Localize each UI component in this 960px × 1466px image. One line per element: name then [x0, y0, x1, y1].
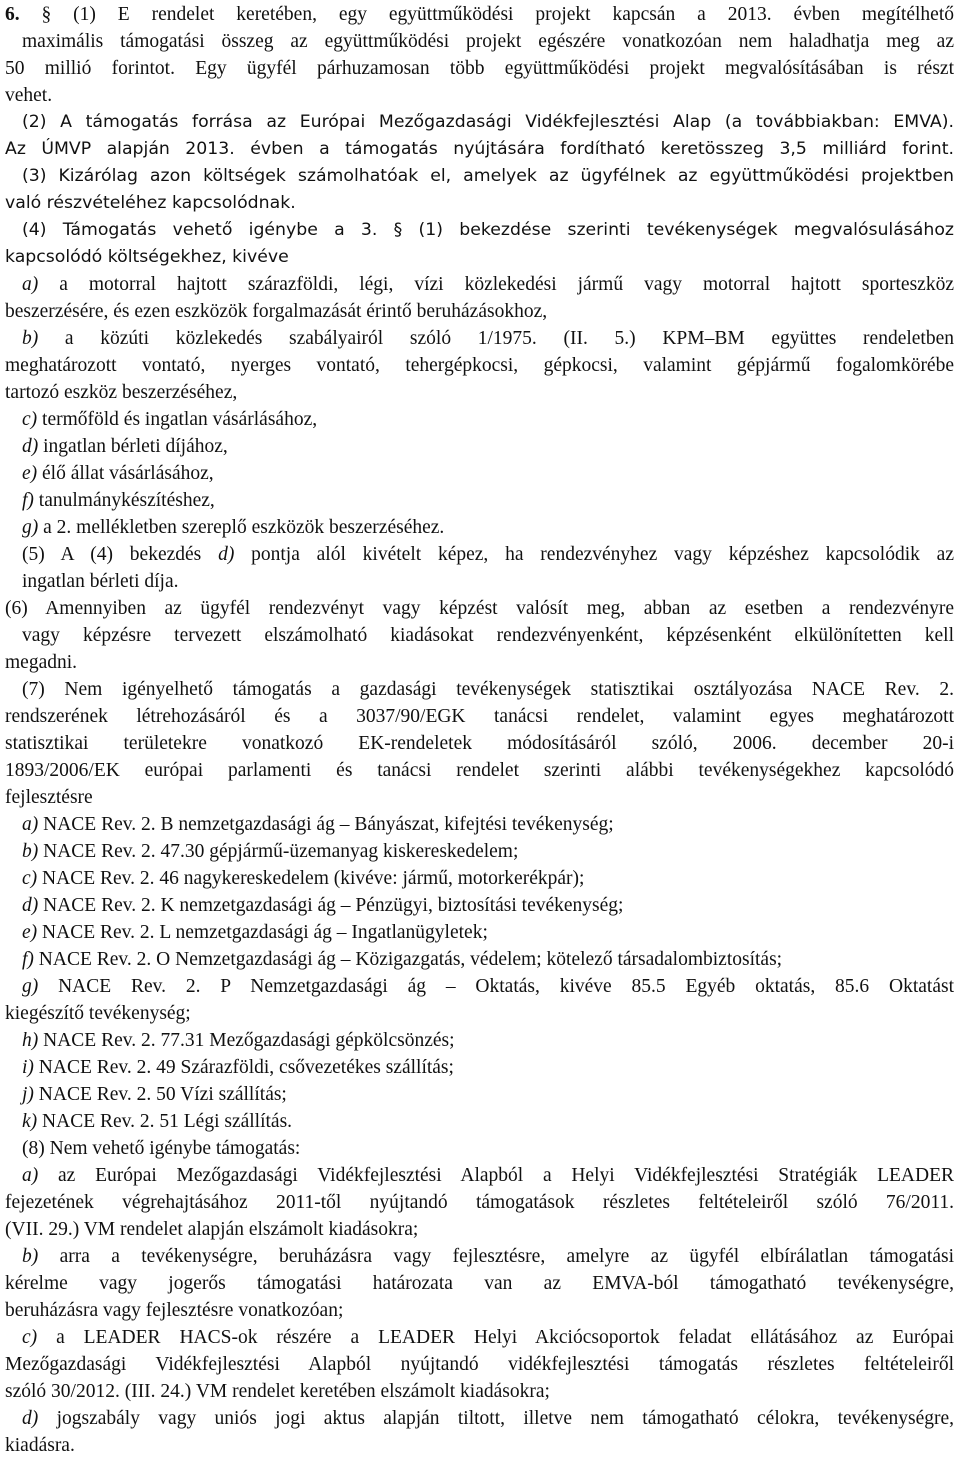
list-marker: d)	[22, 895, 39, 916]
text-line	[22, 460, 954, 487]
text-line	[5, 1, 954, 28]
text-segment: Mezőgazdasági Vidékfejlesztési Alapból nyújtandó vidékfejlesztési támogatás részletes feltételeiről	[5, 1354, 954, 1375]
list-marker: f)	[22, 490, 34, 511]
list-marker: b)	[22, 841, 39, 862]
text-segment: (4) Támogatás vehető igénybe a 3. § (1) bekezdése szerinti tevékenységek megvalósulásához	[22, 220, 954, 240]
text-segment: jogszabály vagy uniós jogi aktus alapján tiltott, illetve nem támogatható célokra, tevékenységre,	[38, 1408, 954, 1429]
text-segment: NACE Rev. 2. P Nemzetgazdasági ág – Oktatás, kivéve 85.5 Egyéb oktatás, 85.6 Oktatást	[38, 976, 954, 997]
text-line	[5, 1432, 954, 1459]
text-line	[22, 973, 954, 1000]
text-line	[5, 1378, 954, 1405]
text-line	[5, 1297, 954, 1324]
list-marker: e)	[22, 463, 38, 484]
text-line	[22, 163, 954, 190]
list-marker: d)	[22, 1408, 39, 1429]
text-segment: NACE Rev. 2. 51 Légi szállítás.	[37, 1111, 293, 1132]
text-segment: Az ÚMVP alapján 2013. évben a támogatás nyújtására fordítható keretösszeg 3,5 milliárd forint.	[5, 139, 954, 159]
section-number: 6.	[5, 4, 20, 25]
list-marker: j)	[22, 1084, 34, 1105]
list-marker: k)	[22, 1111, 38, 1132]
text-segment: tartozó eszköz beszerzéséhez,	[5, 382, 238, 403]
text-segment: NACE Rev. 2. 46 nagykereskedelem (kivéve: jármű, motorkerékpár);	[37, 868, 585, 889]
text-line	[22, 325, 954, 352]
text-segment: élő állat vásárlásához,	[37, 463, 214, 484]
text-line	[22, 487, 954, 514]
text-segment: 1893/2006/EK európai parlamenti és tanácsi rendelet szerinti alábbi tevékenységekhez kapcsolódó	[5, 760, 954, 781]
text-segment: NACE Rev. 2. K nemzetgazdasági ág – Pénzügyi, biztosítási tevékenység;	[38, 895, 624, 916]
text-segment: (7) Nem igényelhető támogatás a gazdasági tevékenységek statisztikai osztályozása NACE Rev. 2.	[22, 679, 954, 700]
text-line	[22, 28, 954, 55]
text-line	[22, 433, 954, 460]
list-marker: c)	[22, 1327, 38, 1348]
text-line	[5, 190, 954, 217]
text-segment: a LEADER HACS-ok részére a LEADER Helyi Akciócsoportok feladat ellátásához az Európai	[37, 1327, 954, 1348]
list-marker: d)	[218, 544, 235, 565]
list-marker: h)	[22, 1030, 39, 1051]
text-line	[5, 244, 954, 271]
text-segment: kiadásra.	[5, 1435, 75, 1456]
text-segment: statisztikai területekre vonatkozó EK-rendeletek módosításáról szóló, 2006. december 20-i	[5, 733, 954, 754]
list-marker: b)	[22, 328, 39, 349]
text-line	[5, 649, 954, 676]
text-segment: (VII. 29.) VM rendelet alapján elszámolt kiadásokra;	[5, 1219, 419, 1240]
text-segment: 6. § (1) E rendelet keretében, egy együttműködési projekt kapcsán a 2013. évben megítélhető	[5, 4, 954, 25]
text-segment: fejezetének végrehajtásához 2011-től nyújtandó támogatások részletes feltételeiről szóló 76/2011.	[5, 1192, 954, 1213]
text-line	[22, 865, 954, 892]
text-segment: beszerzésére, és ezen eszközök forgalmazását érintő beruházásokhoz,	[5, 301, 548, 322]
text-line	[22, 271, 954, 298]
text-segment: kapcsolódó költségekhez, kivéve	[5, 247, 289, 267]
text-segment: (3) Kizárólag azon költségek számolhatóak el, amelyek az ügyfélnek az együttműködési projektben	[22, 166, 954, 186]
text-line	[5, 703, 954, 730]
list-marker: c)	[22, 868, 38, 889]
list-marker: g)	[22, 517, 39, 538]
text-line	[5, 82, 954, 109]
text-segment: tanulmánykészítéshez,	[33, 490, 215, 511]
text-segment: (5) A (4) bekezdés	[22, 544, 219, 565]
list-marker: e)	[22, 922, 38, 943]
text-segment: való részvételéhez kapcsolódnak.	[5, 193, 296, 213]
text-segment: (6) Amennyiben az ügyfél rendezvényt vagy képzést valósít meg, abban az esetben a rendezvényre	[5, 598, 954, 619]
text-segment: pontja alól kivételt képez, ha rendezvényhez vagy képzéshez kapcsolódik az	[234, 544, 954, 565]
text-segment: kérelme vagy jogerős támogatási határozata van az EMVA-ból támogatható tevékenységre,	[5, 1273, 954, 1294]
text-line	[5, 595, 954, 622]
text-line	[5, 136, 954, 163]
text-line	[5, 55, 954, 82]
text-line	[5, 757, 954, 784]
list-marker: i)	[22, 1057, 34, 1078]
text-segment: NACE Rev. 2. 49 Szárazföldi, csővezetékes szállítás;	[33, 1057, 454, 1078]
text-line	[22, 217, 954, 244]
text-line	[22, 1027, 954, 1054]
text-line	[22, 1081, 954, 1108]
text-segment: arra a tevékenységre, beruházásra vagy fejlesztésre, amelyre az ügyfél elbírálatlan támogatási	[38, 1246, 954, 1267]
list-marker: a)	[22, 814, 39, 835]
text-line	[22, 568, 954, 595]
text-line	[22, 1108, 954, 1135]
text-segment: meghatározott vontató, nyerges vontató, tehergépkocsi, gépkocsi, valamint gépjármű fogalomkörébe	[5, 355, 954, 376]
text-segment: fejlesztésre	[5, 787, 93, 808]
text-segment: NACE Rev. 2. L nemzetgazdasági ág – Ingatlanügyletek;	[37, 922, 488, 943]
text-segment: a 2. mellékletben szereplő eszközök beszerzéséhez.	[38, 517, 445, 538]
text-segment: 50 millió forintot. Egy ügyfél párhuzamosan több együttműködési projekt megvalósításában is részt	[5, 58, 954, 79]
text-segment: NACE Rev. 2. 50 Vízi szállítás;	[33, 1084, 287, 1105]
text-line	[22, 1243, 954, 1270]
text-segment: megadni.	[5, 652, 78, 673]
list-marker: c)	[22, 409, 38, 430]
text-line	[22, 1162, 954, 1189]
text-line	[22, 919, 954, 946]
text-line	[22, 838, 954, 865]
text-segment: ingatlan bérleti díjához,	[38, 436, 228, 457]
list-marker: d)	[22, 436, 39, 457]
text-line	[22, 622, 954, 649]
text-line	[5, 1351, 954, 1378]
list-marker: a)	[22, 1165, 39, 1186]
list-marker: f)	[22, 949, 34, 970]
text-segment: NACE Rev. 2. 77.31 Mezőgazdasági gépkölcsönzés;	[38, 1030, 455, 1051]
text-segment: kiegészítő tevékenység;	[5, 1003, 191, 1024]
text-segment: az Európai Mezőgazdasági Vidékfejlesztési Alapból a Helyi Vidékfejlesztési Stratégiák LEADER	[38, 1165, 954, 1186]
text-segment: a motorral hajtott szárazföldi, légi, vízi közlekedési jármű vagy motorral hajtott sporteszköz	[38, 274, 954, 295]
text-line	[5, 784, 954, 811]
text-line	[5, 379, 954, 406]
text-segment: beruházásra vagy fejlesztésre vonatkozóan;	[5, 1300, 344, 1321]
text-line	[22, 1405, 954, 1432]
text-line	[22, 406, 954, 433]
text-segment: NACE Rev. 2. B nemzetgazdasági ág – Bányászat, kifejtési tevékenység;	[38, 814, 614, 835]
text-segment: NACE Rev. 2. 47.30 gépjármű-üzemanyag kiskereskedelem;	[38, 841, 519, 862]
list-marker: g)	[22, 976, 39, 997]
text-segment: vagy képzésre tervezett elszámolható kiadásokat rendezvényenként, képzésenként elkülönítetten kell	[22, 625, 954, 646]
text-segment: maximális támogatási összeg az együttműködési projekt egészére vonatkozóan nem haladhatja meg az	[22, 31, 954, 52]
text-line	[5, 352, 954, 379]
text-segment: rendszerének létrehozásáról és a 3037/90/EGK tanácsi rendelet, valamint egyes meghatározott	[5, 706, 954, 727]
text-line	[5, 1189, 954, 1216]
text-line	[22, 892, 954, 919]
text-segment: a közúti közlekedés szabályairól szóló 1/1975. (II. 5.) KPM–BM együttes rendeletben	[38, 328, 954, 349]
text-segment: (2) A támogatás forrása az Európai Mezőgazdasági Vidékfejlesztési Alap (a továbbiakban: EMVA).	[22, 112, 954, 132]
text-line	[22, 109, 954, 136]
text-line	[5, 730, 954, 757]
text-segment: vehet.	[5, 85, 53, 106]
text-line	[22, 946, 954, 973]
text-segment: termőföld és ingatlan vásárlásához,	[37, 409, 318, 430]
text-line	[5, 1270, 954, 1297]
list-marker: b)	[22, 1246, 39, 1267]
text-line	[22, 514, 954, 541]
text-segment: szóló 30/2012. (III. 24.) VM rendelet keretében elszámolt kiadásokra;	[5, 1381, 550, 1402]
text-line	[22, 1324, 954, 1351]
text-segment: NACE Rev. 2. O Nemzetgazdasági ág – Közigazgatás, védelem; kötelező társadalombiztosítás;	[33, 949, 783, 970]
list-marker: a)	[22, 274, 39, 295]
text-segment: (8) Nem vehető igénybe támogatás:	[22, 1138, 301, 1159]
text-line	[22, 541, 954, 568]
text-line	[22, 1135, 954, 1162]
text-line	[22, 1054, 954, 1081]
text-line	[5, 1216, 954, 1243]
text-line	[22, 676, 954, 703]
text-segment: ingatlan bérleti díja.	[22, 571, 179, 592]
text-line	[22, 811, 954, 838]
text-line	[5, 1000, 954, 1027]
text-line	[5, 298, 954, 325]
